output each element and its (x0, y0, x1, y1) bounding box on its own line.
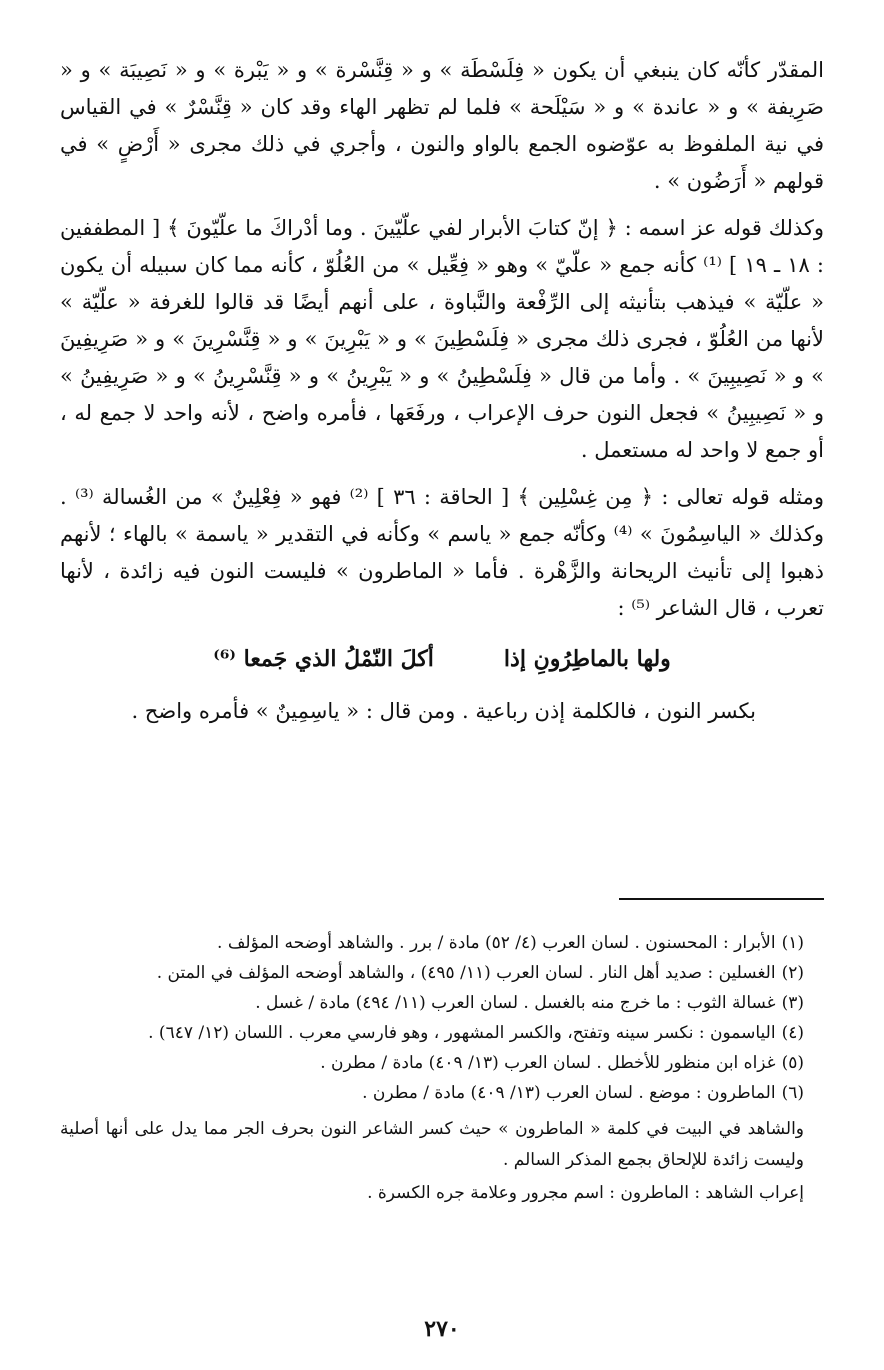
footnote-text: غسالة الثوب : ما خرج منه بالغسل . لسان العرب (١١/ ٤٩٤) مادة / غسل . (255, 993, 776, 1013)
footnote-5 (60, 1048, 804, 1078)
footnotes (60, 928, 804, 1209)
after-verse-line: بكسر النون ، فالكلمة إذن رباعية . ومن قال : « ياسِمِينٌ » فأمره واضح . (131, 699, 756, 723)
footnote-text: غزاه ابن منظور للأخطل . لسان العرب (١٣/ ٤٠٩) مادة / مطرن . (320, 1053, 776, 1073)
footnote-text: الغسلين : صديد أهل النار . لسان العرب (١١/ ٤٩٥) ، والشاهد أوضحه المؤلف في المتن . (156, 963, 776, 983)
paragraph-2: وكذلك قوله عز اسمه : ﴿ إنّ كتابَ الأبرار لفي علّيّينَ . وما أدْراكَ ما علّيّونَ ﴾ [ المطففين : ١٨ ـ ١٩ ] ⁽¹⁾ كأنه جمع « علّيّ » وهو « فِعِّيل » من العُلُوّ ، كأنه مما كان سبيله أن يكون « علّيّة » فيذهب بتأنيثه إلى الرِّفْعة والنَّباوة ، على أنهم أيضًا قد قالوا للغرفة « علّيّة » لأنها من العُلُوّ ، فجرى ذلك مجرى « فِلَسْطِينَ » و « يَبْرِينَ » و « قِنَّسْرِينَ » و « صَرِيفِينَ » و « نَصِيبِينَ » . وأما من قال « فِلَسْطِينُ » و « يَبْرِينُ » و « قِنَّسْرِينُ » و « صَرِيفِينُ » و « نَصِيبِينُ » فجعل النون حرف الإعراب ، ورفَعَها ، فأمره واضح ، لأنه واحد لا جمع له ، أو جمع لا واحد له مستعمل . (60, 216, 824, 462)
footnote-text: الياسمون : نكسر سينه وتفتح، والكسر المشهور ، وهو فارسي معرب . اللسان (١٢/ ٦٤٧) . (148, 1023, 776, 1043)
main-text (60, 52, 824, 751)
footnote-4 (60, 1018, 804, 1048)
footnote-note-1: والشاهد في البيت في كلمة « الماطرون » حيث كسر الشاعر النون بحرف الجر مما يدل على أنها أصلية وليست زائدة للإلحاق بجمع المذكر السالم . (60, 1119, 804, 1170)
footnote-divider (619, 898, 824, 900)
footnote-number: (١) (781, 933, 804, 953)
footnote-number: (٣) (781, 993, 804, 1013)
footnote-text: الأبرار : المحسنون . لسان العرب (٤/ ٥٢) مادة / برر . والشاهد أوضحه المؤلف . (217, 933, 776, 953)
footnote-number: (٢) (781, 963, 804, 983)
footnote-number: (٥) (781, 1053, 804, 1073)
paragraph-3: ومثله قوله تعالى : ﴿ مِن غِسْلِين ﴾ [ الحاقة : ٣٦ ] ⁽²⁾ فهو « فِعْلِينٌ » من الغُسالة ⁽³⁾ . وكذلك « الياسِمُونَ » ⁽⁴⁾ وكأنّه جمع « ياسم » وكأنه في التقدير « ياسمة » بالهاء ؛ لأنهم ذهبوا إلى تأنيث الريحانة والزَّهْرة . فأما « الماطرون » فليست النون فيه زائدة ، لأنها تعرب ، قال الشاعر ⁽⁵⁾ : (60, 485, 825, 620)
paragraph-1: المقدّر كأنّه كان ينبغي أن يكون « فِلَسْطَة » و « قِنَّسْرة » و « يَبْرة » و « نَصِيبَة » و « صَرِيفة » و « عاندة » و « سَيْلَحة » فلما لم تظهر الهاء وقد كان « قِنَّسْرٌ » في القياس في نية الملفوظ به عوّضوه الجمع بالواو والنون ، وأجري في ذلك مجرى « أَرْضٍ » في قولهم « أَرَضُون » . (60, 58, 824, 193)
page-number: ٢٧٠ (424, 1316, 460, 1342)
footnote-number: (٦) (781, 1083, 804, 1103)
footnote-note-2: إعراب الشاهد : الماطرون : اسم مجرور وعلامة جره الكسرة . (367, 1183, 804, 1203)
poetry-verse (60, 637, 824, 681)
footnote-1 (60, 928, 804, 958)
footnote-2 (60, 958, 804, 988)
footnote-text: الماطرون : موضع . لسان العرب (١٣/ ٤٠٩) مادة / مطرن . (362, 1083, 776, 1103)
footnote-3 (60, 988, 804, 1018)
footnote-number: (٤) (781, 1023, 804, 1043)
verse-first-hemistich: ولها بالماطِرُونِ إذا (503, 646, 671, 672)
verse-second-hemistich: أكلَ النّمْلُ الذي جَمعا ⁽⁶⁾ (213, 646, 434, 672)
footnote-6 (60, 1078, 804, 1108)
